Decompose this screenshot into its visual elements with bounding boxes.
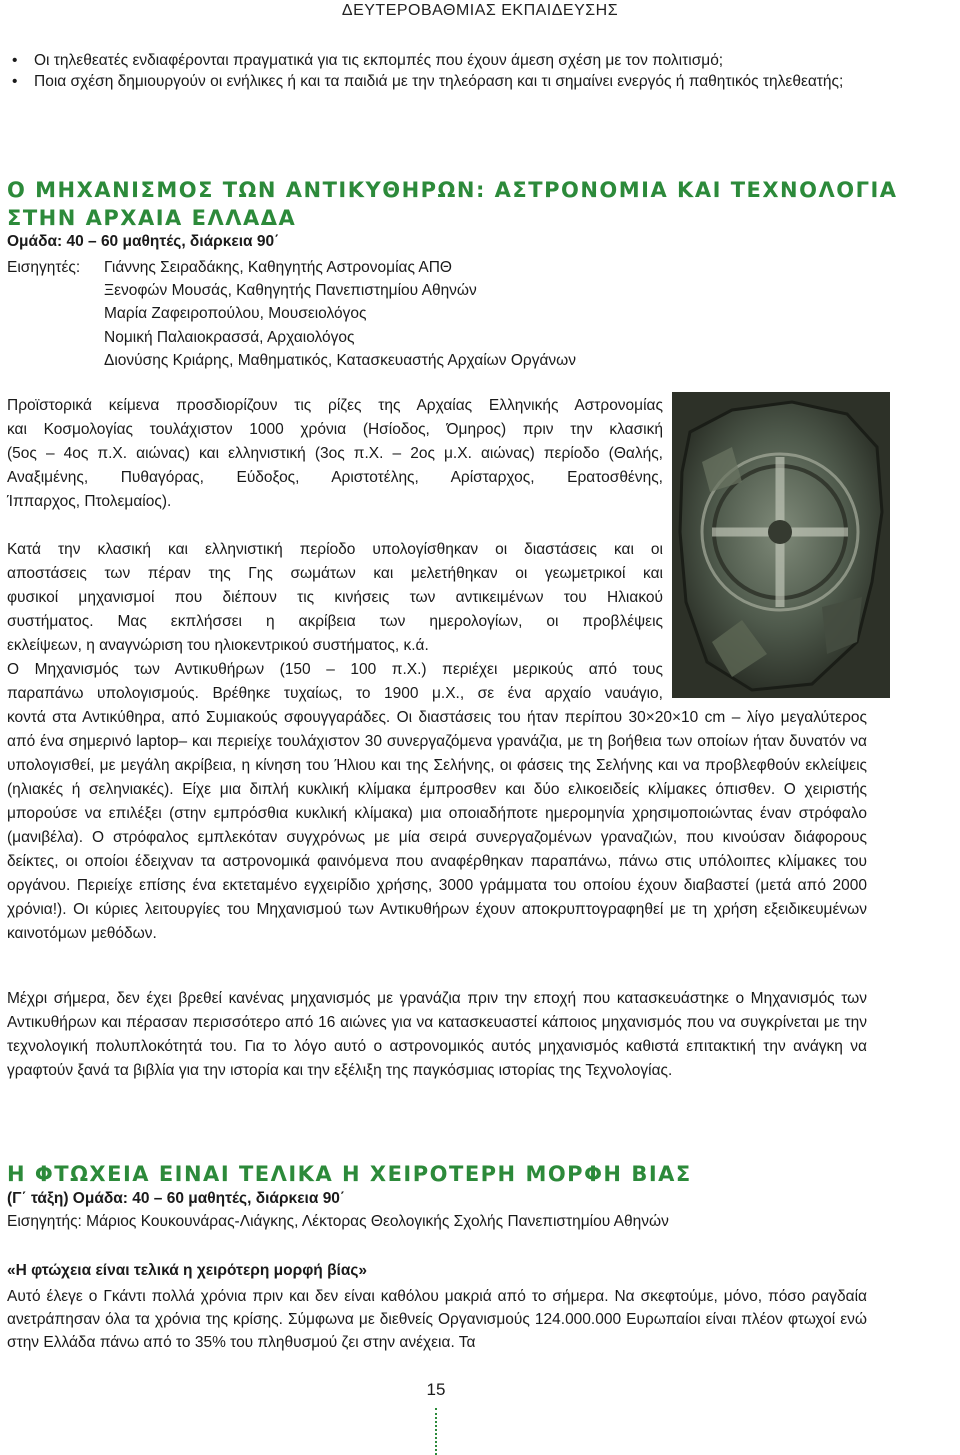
text-line: Αναξιμένης, Πυθαγόρας, Εύδοξος, Αριστοτέλης, Αρίσταρχος, Ερατοσθένης,: [7, 469, 663, 486]
speaker-name: Νομική Παλαιοκρασσά, Αρχαιολόγος: [104, 328, 355, 346]
antikythera-mechanism-photo: [672, 392, 890, 698]
body-paragraph-full: κοντά στα Αντικύθηρα, από Συμιακούς σφουγγαράδες. Οι διαστάσεις του ήταν περίπου 30×20×10 cm – λίγο μεγαλύτερος από ένα σημερινό laptop– και περιείχε τουλάχιστον 30 συνεργαζόμενα γρανάζια, με τη βοήθεια των οποίων ήταν δυνατόν να υπολογισθεί, με μεγάλη ακρίβεια, η κίνηση του Ήλιου και της Σελήνης, οι φάσεις της Σελήνης και να προβλεφθούν εκλείψεις (ηλιακές ή σεληνιακές). Είχε μια διπλή κυκλική κλίμακα έμπροσθεν και δύο ελικοειδείς κλίμακες όπισθεν. Ο χειριστής μπορούσε να επιλέξει (στην εμπρόσθια κυκλική κλίμακα) μια οποιαδήποτε ημερομηνία χρησιμοποιώντας έναν στρόφαλο (μανιβέλα). Ο στρόφαλος εμπλεκόταν συγχρόνως με μία σειρά συνεργαζομένων γραναζιών, που κινούσαν διάφορους δείκτες, οι οποίοι έδειχναν τα αστρονομικά φαινόμενα που αναφέρθηκαν παραπάνω, πάνω στις υπόλοιπες κλίμακες του οργάνου. Περιείχε επίσης ένα εκτεταμένο εγχειρίδιο χρήσης, 3000 γράμματα του οποίου έχουν διαβαστεί (μετά από 2000 χρόνια!). Οι κύριες λειτουργίες του Μηχανισμού των Αντικυθήρων έχουν αποκρυπτογραφηθεί με τη χρήση εξειδικευμένων καινοτόμων μεθόδων.: [7, 709, 867, 942]
text-line: και Κοσμολογίας τουλάχιστον 1000 χρόνια (Ησίοδος, Όμηρος) πριν την κλασική: [7, 421, 663, 438]
body-paragraph-wrapped: [7, 538, 663, 706]
section-title-line: Ο ΜΗΧΑΝΙΣΜΟΣ ΤΩΝ ΑΝΤΙΚΥΘΗΡΩΝ: ΑΣΤΡΟΝΟΜΙΑ ΚΑΙ ΤΕΧΝΟΛΟΓΙΑ: [7, 178, 898, 202]
bullet-dot-icon: •: [12, 73, 18, 90]
artifact-image-icon: [672, 392, 890, 698]
text-line: παραπάνω υπολογισμούς. Βρέθηκε τυχαίως, το 1900 μ.Χ., σε ένα αρχαίο ναυάγιο,: [7, 685, 663, 702]
bullet-item: [10, 50, 870, 71]
bullet-dot-icon: •: [12, 52, 18, 69]
section-title: Η ΦΤΩΧΕΙΑ ΕΙΝΑΙ ΤΕΛΙΚΑ Η ΧΕΙΡΟΤΕΡΗ ΜΟΡΦΗ ΒΙΑΣ: [7, 1162, 692, 1186]
text-line: Κατά την κλασική και ελληνιστική περίοδο υπολογίσθηκαν οι διαστάσεις και οι: [7, 541, 663, 558]
speaker-name: Ξενοφών Μουσάς, Καθηγητής Πανεπιστημίου Αθηνών: [104, 282, 477, 300]
text-line: Ο Μηχανισμός των Αντικυθήρων (150 – 100 π.Χ.) περιέχει μερικούς από τους: [7, 661, 663, 678]
speakers-label: Εισηγητές:: [7, 259, 81, 276]
section-title-line: ΣΤΗΝ ΑΡΧΑΙΑ ΕΛΛΑΔΑ: [7, 206, 297, 230]
body-paragraph: Αυτό έλεγε ο Γκάντι πολλά χρόνια πριν και δεν είναι καθόλου μακριά από το σήμερα. Να σκεφτούμε, μόνο, πόσο ραγδαία ανετράπησαν όλα τα χρόνια της κρίσης. Σύμφωνα με διεθνείς Οργανισμούς 124.000.000 Ευρωπαίοι είναι πλέον φτωχοί ενώ στην Ελλάδα πάνω από το 35% του πληθυσμού ζει στην ανέχεια. Τα: [7, 1288, 867, 1352]
speaker-line: Εισηγητής: Μάριος Κουκουνάρας-Λιάγκης, Λέκτορας Θεολογικής Σχολής Πανεπιστημίου Αθηνών: [7, 1213, 669, 1230]
bullet-list: [10, 50, 870, 92]
body-paragraph: Μέχρι σήμερα, δεν έχει βρεθεί κανένας μηχανισμός με γρανάζια πριν την εποχή που κατασκευάστηκε ο Μηχανισμός των Αντικυθήρων και πέρασαν περισσότερο από 16 αιώνες για να κατασκευαστεί κάποιος μηχανισμός που να συγκρίνεται με την τεχνολογική πολυπλοκότητά του. Για το λόγο αυτό ο αστρονομικός αυτός μηχανισμός καθιστά επιτακτική την ανάγκη να γραφτούν ξανά τα βιβλία για την ιστορία και την εξέλιξη της παγκόσμιας ιστορίας της Τεχνολογίας.: [7, 990, 867, 1079]
bullet-text: Ποια σχέση δημιουργούν οι ενήλικες ή και τα παιδιά με την τηλεόραση και τι σημαίνει ενεργός ή παθητικός τηλεθεατής;: [34, 73, 844, 90]
text-line: εκλείψεων, η αναγνώριση του ηλιοκεντρικού συστήματος, κ.ά.: [7, 637, 429, 654]
speakers-list: [104, 256, 576, 372]
group-info: (Γ΄ τάξη) Ομάδα: 40 – 60 μαθητές, διάρκεια 90΄: [7, 1190, 346, 1207]
bullet-item: [10, 71, 870, 92]
intro-paragraph: [7, 394, 663, 514]
group-info: Ομάδα: 40 – 60 μαθητές, διάρκεια 90΄: [7, 233, 280, 250]
text-line: Ίππαρχος, Πτολεμαίος).: [7, 493, 172, 510]
text-line: (5ος – 4ος π.Χ. αιώνας) και ελληνιστική (3ος π.Χ. – 2ος μ.Χ. αιώνας) περίοδο (Θαλής,: [7, 445, 663, 462]
speaker-name: Διονύσης Κριάρης, Μαθηματικός, Κατασκευαστής Αρχαίων Οργάνων: [104, 351, 577, 369]
bullet-text: Οι τηλεθεατές ενδιαφέρονται πραγματικά για τις εκπομπές που έχουν άμεση σχέση με τον πολιτισμό;: [34, 52, 724, 69]
section-title: [7, 176, 907, 232]
text-line: αποστάσεις των πέραν της Γης σωμάτων και μελετήθηκαν οι γεωμετρικοί και: [7, 565, 663, 582]
page-number: 15: [426, 1380, 446, 1399]
speakers-block: [7, 256, 576, 372]
speaker-name: Γιάννης Σειραδάκης, Καθηγητής Αστρονομίας ΑΠΘ: [104, 259, 452, 276]
text-line: φυσικοί μηχανισμοί που διέπουν τις κινήσεις των αντικειμένων του Ηλιακού: [7, 589, 663, 606]
quote-title: «Η φτώχεια είναι τελικά η χειρότερη μορφή βίας»: [7, 1262, 368, 1279]
text-line: συστήματος. Μας εκπλήσσει η ακρίβεια των ημερολογίων, οι προβλέψεις: [7, 613, 663, 630]
speaker-name: Μαρία Ζαφειροπούλου, Μουσειολόγος: [104, 305, 367, 323]
text-line: Προϊστορικά κείμενα προσδιορίζουν τις ρίζες της Αρχαίας Ελληνικής Αστρονομίας: [7, 397, 663, 414]
running-header: ΔΕΥΤΕΡΟΒΑΘΜΙΑΣ ΕΚΠΑΙΔΕΥΣΗΣ: [341, 2, 619, 19]
dotted-divider: [435, 1408, 437, 1455]
